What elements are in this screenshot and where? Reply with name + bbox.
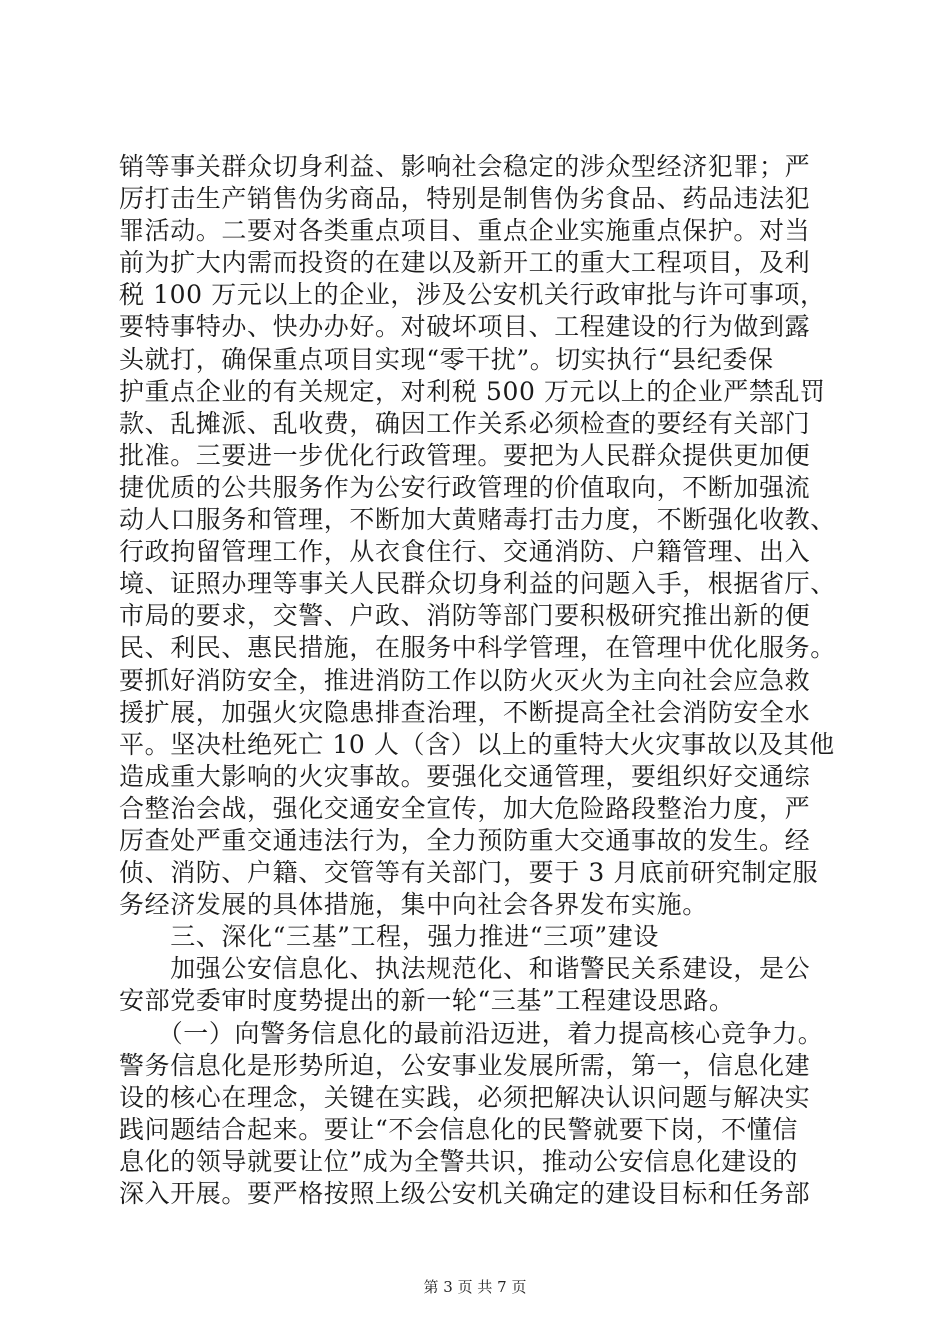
text-line: 深入开展。要严格按照上级公安机关确定的建设目标和任务部: [119, 1179, 811, 1208]
text-line: 援扩展，加强火灾隐患排查治理，不断提高全社会消防安全水: [119, 697, 811, 727]
text-line: 侦、消防、户籍、交管等有关部门，要于 3 月底前研究制定服: [119, 858, 819, 888]
text-line: 息化的领导就要让位”成为全警共识，推动公安信息化建设的: [119, 1146, 798, 1176]
text-line: 要抓好消防安全，推进消防工作以防火灭火为主向社会应急救: [119, 665, 811, 695]
text-line: 厉打击生产销售伪劣商品，特别是制售伪劣食品、药品违法犯: [119, 184, 811, 214]
text-line: 批准。三要进一步优化行政管理。要把为人民群众提供更加便: [119, 440, 811, 470]
text-line: 捷优质的公共服务作为公安行政管理的价值取向，不断加强流: [119, 472, 811, 502]
text-line: 税 100 万元以上的企业，涉及公安机关行政审批与许可事项，: [119, 280, 826, 310]
text-line: 前为扩大内需而投资的在建以及新开工的重大工程项目，及利: [119, 248, 811, 278]
text-line: 平。坚决杜绝死亡 10 人（含）以上的重特大火灾事故以及其他: [119, 729, 835, 759]
text-line: 设的核心在理念，关键在实践，必须把解决认识问题与解决实: [119, 1082, 811, 1112]
text-line: 践问题结合起来。要让“不会信息化的民警就要下岗，不懂信: [119, 1114, 798, 1144]
page-number-footer: 第 3 页 共 7 页: [423, 1278, 527, 1296]
text-line: 要特事特办、快办办好。对破坏项目、工程建设的行为做到露: [119, 312, 811, 342]
body-text: [119, 151, 859, 1210]
text-line: 头就打，确保重点项目实现“零干扰”。切实执行“县纪委保: [119, 344, 774, 374]
text-line: 警务信息化是形势所迫，公安事业发展所需，第一，信息化建: [119, 1050, 811, 1080]
text-line: 民、利民、惠民措施，在服务中科学管理，在管理中优化服务。: [119, 633, 836, 663]
text-line: 护重点企业的有关规定，对利税 500 万元以上的企业严禁乱罚: [119, 376, 826, 406]
text-line: 销等事关群众切身利益、影响社会稳定的涉众型经济犯罪；严: [119, 152, 811, 181]
text-line: 造成重大影响的火灾事故。要强化交通管理，要组织好交通综: [119, 761, 811, 791]
text-line: 境、证照办理等事关人民群众切身利益的问题入手，根据省厅、: [119, 569, 836, 599]
subsection-heading: （一）向警务信息化的最前沿迈进，着力提高核心竞争力。: [119, 1018, 824, 1048]
text-line: 罪活动。二要对各类重点项目、重点企业实施重点保护。对当: [119, 216, 811, 246]
text-line: 市局的要求，交警、户政、消防等部门要积极研究推出新的便: [119, 601, 811, 631]
text-line: 务经济发展的具体措施，集中向社会各界发布实施。: [119, 890, 708, 920]
text-line: 行政拘留管理工作，从衣食住行、交通消防、户籍管理、出入: [119, 537, 811, 567]
section-heading: 三、深化“三基”工程，强力推进“三项”建设: [119, 922, 659, 952]
text-line: 厉查处严重交通违法行为，全力预防重大交通事故的发生。经: [119, 825, 811, 855]
text-line: 动人口服务和管理，不断加大黄赌毒打击力度，不断强化收教、: [119, 505, 836, 535]
text-line: 合整治会战，强化交通安全宣传，加大危险路段整治力度，严: [119, 793, 811, 823]
text-line: 款、乱摊派、乱收费，确因工作关系必须检查的要经有关部门: [119, 408, 811, 438]
text-line: 加强公安信息化、执法规范化、和谐警民关系建设，是公: [119, 954, 811, 984]
text-line: 安部党委审时度势提出的新一轮“三基”工程建设思路。: [119, 986, 735, 1016]
